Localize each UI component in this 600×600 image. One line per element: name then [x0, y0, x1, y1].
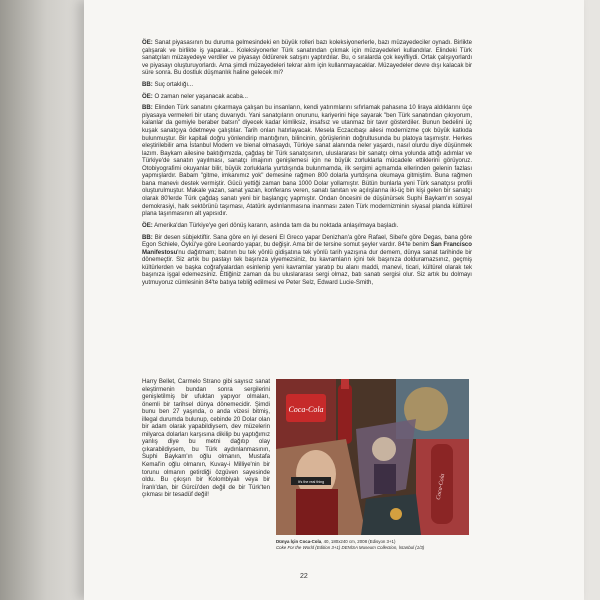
paragraph	[142, 40, 472, 78]
paragraph-text: Elinden Türk sanatını çıkarmaya çalışan bu insanların, kendi yatırımlarını sıfırlamak pahasına 10 liraya aldıklarını üçe piyasaya vermeleri bir utanç duvarıydı. Yani sanatçıların onurunu, kariyerini hiçe sayarak "ben Türk sanatından çıkıyorum, kalanlar da gemiyle beraber batsın" diyecek kadar kimliksiz, insafsız ve utanmaz bir tavır gösterdiler. Bunun bedelini üç kuşak sanatçıya ödetmeye çalıştılar. Tarih onları hatırlayacak. Mesela Eczacıbaşı ailesi modernizme çok büyük katkıda bulunmuştur. Bir kapitali doğru yönlendirip mantığının, bilincinin, görüşlerinin doğrultusunda bu platoya taşımıştır. Herkes eleştirilebilir ama İstanbul Modern ve bienal olmasaydı, Türkiye sanat alanında neler yaşardı, nasıl olurdu diye düşünmek lazım. Baykam ailesine baktığımızda, çağdaş bir Türk sanatçısının, uluslararası bir sanatçı olma yolunda attığı adımlar ve Türkiye'de sanatın yayılması, sanatçı imajının genişlemesi için ne büyük zorluklarla mücadele ettiklerini görüyoruz. Otobiyografimi okuyanlar bilir, büyük zorluklarla yurtdışında bulunmamda, ilk sergimi açmamda ellerinden gelenin fazlası yapmışlardır. Babam "gitme, imkanımız yok" demesine rağmen 800 dolarla yurtdışına okumaya gitmiştim. Buna rağmen bana maneviı destek vermiştir. Gücü yettiği zaman bana 1000 Dolar yollamıştır. Bütün bunlarla yeni Türk sanatçısı profili oluşturulmuştur. Makale yazan, sanat yazan, konferans veren, sanatı tanıtan ve açılışlarına iki-üç bin kişi gelen bir sanatçı olarak 80'lerde Türk çağdaş sanatı yeni bir başlangıç yapmıştır. Ondan öncesini de düşünürsek Suphi Baykam'ın sosyal demokrasiyi, halk sektörünü taşıması, Atatürk aydınlanmasına inanması zaten Türk modernizminin siyasal planda kültürel plana taşınmasının alt yapısıdır.	[142, 105, 472, 218]
page-number: 22	[300, 573, 308, 580]
speaker-label: BB:	[142, 234, 153, 241]
coca-cola-sign: Coca-Cola	[288, 405, 324, 414]
paragraph	[142, 105, 472, 218]
speaker-label: BB:	[142, 81, 153, 88]
wrapped-text: Harry Bellet, Carmelo Strano gibi sayısız sanat eleştirmenin bundan sonra sergilerini genişletilmiş bir ufuktan yapıyor olmaları, önemli bir tarihsel dünya dönemecidir. Şimdi bunu ben 27 yaşında, o anda vizesi bitmiş, illegal durumda bulunup, cebinde 20 Dolar olan bir adam olarak yapabildiysem, dev müzelerin milyarca dolarları karşısına dikilip bu yaptığımız yanlış diye bu metni dağıtıp olay çıkarabildiysem, bu Türk aydınlanmasının, Suphi Baykam'ın oğlu olmanın, Mustafa Kemal'in oğlu olmanın, Kuvay-i Milliye'nin bir torunu olmanın getirdiği özgüven sayesinde oldu. Bu çıkışın bir Kolombiyalı veya bir İranlı'dan, bir Gürcü'den değil de bir Türk'ten çıkması bir tesadüf değil!	[142, 379, 270, 499]
speaker-label: BB:	[142, 105, 153, 112]
paragraph	[142, 235, 472, 288]
interview-text	[142, 40, 472, 292]
artwork-image	[276, 379, 469, 535]
paragraph	[142, 82, 472, 90]
bold-phrase: San Francisco Manifestosu	[142, 242, 472, 256]
paragraph-text: Sanat piyasasının bu duruma gelmesindeki en büyük rolleri bazı koleksiyonerlerle, bazı müzayedeciler oynadı. Birlikte çalışarak ve birlikte iş yaparak... Koleksiyonerler Türk sanatından çıkmak için müzayedeleri kullandılar. Elindeki Türk sanatçıları müzayedeye verdiler ve piyasayı öldürerek satışını yaptırdılar. Bu, o sıralarda çok keyifliydi. Ortak çalışıyorlardı ve piyasayı oluşturuyorlardı. Ama şimdi müzayedeleri tekrar alım için kullanmayacaklar. Müzayedeler devre dışı kalacak bir süre sonra. Bu dostluk düşmanlık haline gelecek mi?	[142, 40, 473, 77]
paragraph	[142, 94, 472, 102]
paragraph-text: O zaman neler yaşanacak acaba...	[154, 93, 248, 100]
speaker-label: ÖE:	[142, 222, 153, 229]
speaker-label: ÖE:	[142, 40, 153, 46]
speaker-label: ÖE:	[142, 93, 153, 100]
image-caption	[276, 539, 469, 550]
paragraph-text: Suç ortaklığı...	[154, 81, 194, 88]
paragraph-text-rich: Bir desen sübjektiftir. Sana göre en iyi deseni El Greco yapar Denizhan'a göre Rafael, Sibel'e göre Degas, bana göre Egon Schiele, Öykü'ye göre Leonardo yapar, bu değişir. Ama bir de tersine somut şeyler vardır. 84'te benim San Francisco Manifestosu'nu dağıtmam; batının bu tek yönlü gidişatına tek yönlü tarih yazışına dur demem, dünya sanat tarihinde bir dönemeçtir. Siz artık bu pastayı tek başınıza yiyemezsiniz, bu kavramların içini tek başınıza dolduramazsınız, geçmiş kültürlerden ve başka coğrafyalardan esinlenip yeni kavramlar yaratıp bu alanı maddi, manevi, ticari, kültürel olarak tek başınıza işgal edemezsiniz. Ettiğiniz zaman da bu uluslararası sergi olmaz, batı sanatı sergisi olur. Siz artık bu dolmayı yutmuyoruz cümlesinin 84'te batıya tebliğ edilmesi ve Peter Selz, Edward Lucie-Smith,	[142, 234, 472, 286]
caption-title: Dünya İçin Coca-Cola	[276, 539, 322, 544]
artwork-collage	[276, 379, 469, 535]
paragraph	[142, 223, 472, 231]
real-thing-banner: It's the real thing	[297, 480, 325, 484]
book-spine	[0, 0, 84, 600]
caption-line-2: Coke For the World (Edition 3+1) DENİSA Museum Collection, İstanbul (1/3)	[276, 544, 425, 550]
bottle-label: Coca-Cola	[435, 473, 447, 501]
caption-details: , 40, 180x240 cm, 2008 (Edisyon 3+1)	[321, 539, 396, 544]
paragraph-text: Amerika'dan Türkiye'ye geri dönüş kararın, aslında tam da bu noktada anlaşılmaya başladı.	[154, 222, 399, 229]
